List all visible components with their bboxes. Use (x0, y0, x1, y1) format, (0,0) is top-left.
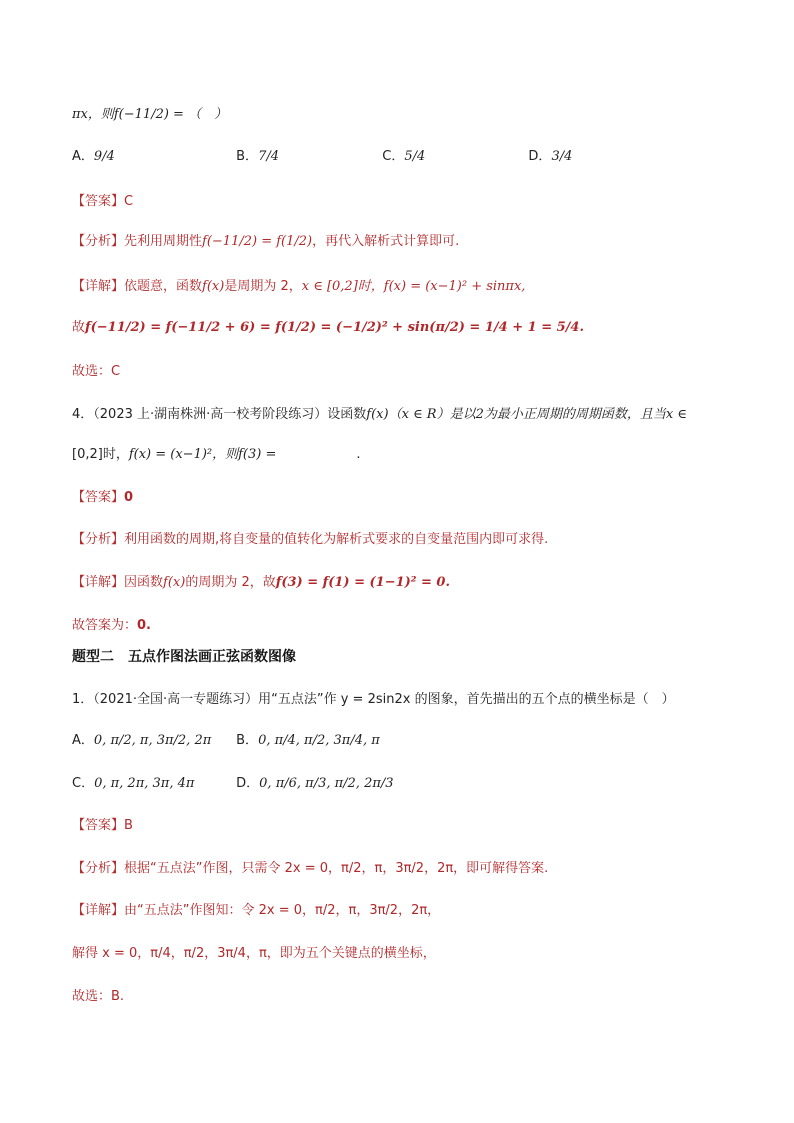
q4-answer: 【答案】0 (72, 490, 134, 505)
q1-choose: 故选：B. (72, 989, 125, 1004)
q1-option-c: C．0, π, 2π, 3π, 4π (72, 776, 195, 791)
q4-detail: 【详解】因函数f(x)的周期为 2，故f(3) = f(1) = (1−1)² = 0. (72, 575, 450, 590)
q1-solve: 解得 x = 0，π/4，π/2，3π/4，π，即为五个关键点的横坐标， (72, 946, 436, 961)
q3-options (72, 147, 572, 167)
q1-options-row2 (72, 774, 394, 794)
q3-stem-tail: πx，则f(−11/2) = （ ） (72, 107, 228, 122)
q1-answer: 【答案】B (72, 818, 133, 833)
q4-final: 故答案为：0. (72, 618, 151, 633)
q1-options-row1 (72, 731, 380, 751)
q3-calc: 故f(−11/2) = f(−11/2 + 6) = f(1/2) = (−1/2)² + sin(π/2) = 1/4 + 1 = 5/4. (72, 320, 584, 335)
q1-option-d: D．0, π/6, π/3, π/2, 2π/3 (236, 776, 394, 791)
q3-option-a: A．9/4 (72, 149, 115, 164)
q1-stem: 1．（2021·全国·高一专题练习）用“五点法”作 y = 2sin2x 的图象，首先描出的五个点的横坐标是（ ） (72, 692, 675, 707)
q3-analysis: 【分析】先利用周期性f(−11/2) = f(1/2)，再代入解析式计算即可. (72, 234, 460, 249)
q3-option-c: C．5/4 (382, 149, 426, 164)
q3-option-d: D．3/4 (528, 149, 573, 164)
q1-option-a: A．0, π/2, π, 3π/2, 2π (72, 733, 212, 748)
q3-answer: 【答案】C (72, 194, 134, 209)
q1-option-b: B．0, π/4, π/2, 3π/4, π (236, 733, 380, 748)
q4-analysis: 【分析】利用函数的周期,将自变量的值转化为解析式要求的自变量范围内即可求得. (72, 532, 549, 547)
q3-choose: 故选：C (72, 364, 121, 379)
q3-detail: 【详解】依题意，函数f(x)是周期为 2，x ∈ [0,2]时，f(x) = (x−1)² + sinπx, (72, 279, 526, 294)
q4-stem-line2: [0,2]时，f(x) = (x−1)²，则f(3) = . (72, 447, 361, 462)
q1-detail: 【详解】由“五点法”作图知：令 2x = 0，π/2，π，3π/2，2π， (72, 903, 441, 918)
q4-stem-line1: 4．（2023 上·湖南株洲·高一校考阶段练习）设函数f(x)（x ∈ R）是以2为最小正周期的周期函数，且当x ∈ (72, 407, 687, 422)
q3-option-b: B．7/4 (236, 149, 279, 164)
q1-analysis: 【分析】根据“五点法”作图，只需令 2x = 0，π/2，π，3π/2，2π，即可解得答案. (72, 861, 549, 876)
section-title: 题型二 五点作图法画正弦函数图像 (72, 649, 296, 665)
